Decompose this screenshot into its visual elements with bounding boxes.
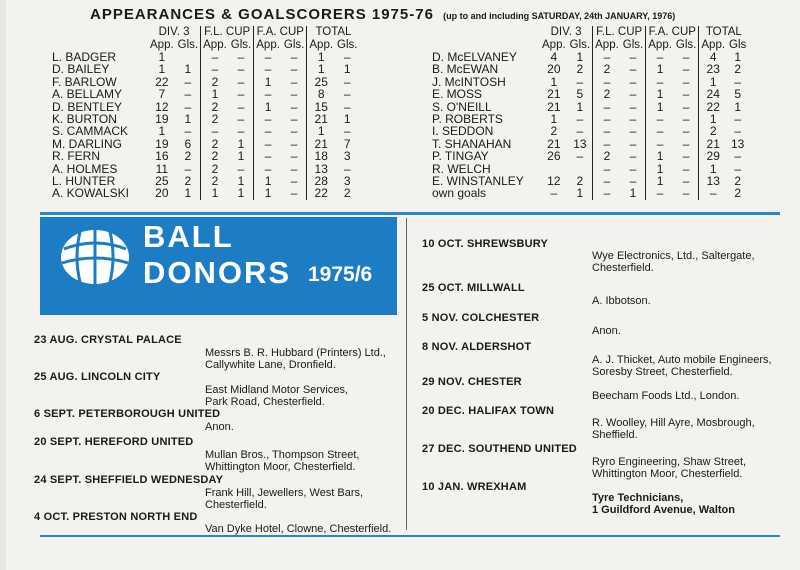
stat-t-app: 25 xyxy=(307,76,335,88)
stats-table-left xyxy=(50,26,360,200)
player-name: R. FERN xyxy=(52,149,100,164)
section-rule-bottom xyxy=(40,535,780,537)
stat-t-app: 28 xyxy=(307,175,335,187)
donor-text: A. Ibbotson. xyxy=(592,295,651,307)
stat-fa-app: 1 xyxy=(646,150,674,162)
donor-text: Anon. xyxy=(592,325,621,337)
header-gls: Gls. xyxy=(230,38,252,51)
stat-d-app: 1 xyxy=(158,124,166,139)
stat-fl-gls: – xyxy=(237,74,245,89)
stat-d-gls: 5 xyxy=(576,87,584,102)
match-label: 27 DEC. SOUTHEND UNITED xyxy=(422,443,577,455)
stat-fa-app: – xyxy=(646,76,674,88)
stat-t-gls: 13 xyxy=(730,136,745,151)
stat-fl-gls: – xyxy=(629,161,637,176)
stat-fl-app: – xyxy=(593,113,621,125)
stat-fl-app: 2 xyxy=(201,138,229,150)
table-row xyxy=(50,187,360,199)
table-row xyxy=(50,125,360,137)
stat-t-app: 29 xyxy=(699,150,727,162)
header-div3: DIV. 3 xyxy=(550,26,582,38)
header-facup: F.A. CUP xyxy=(646,26,699,39)
stat-fl-app: 1 xyxy=(201,88,229,100)
stat-fa-app: 1 xyxy=(646,163,674,175)
stat-t-app: 24 xyxy=(699,88,727,100)
stat-t-app: 21 xyxy=(307,138,335,150)
header-app: App. xyxy=(307,39,335,52)
stat-d-app: 26 xyxy=(547,149,561,164)
stat-fl-app: 2 xyxy=(593,150,621,162)
stat-fl-gls: – xyxy=(237,99,245,114)
stat-d-gls: 6 xyxy=(184,136,192,151)
header-flcup: F.L. CUP xyxy=(593,26,646,39)
stat-fa-gls: – xyxy=(682,124,690,139)
header-app: App. xyxy=(150,38,174,51)
player-name: E. WINSTANLEY xyxy=(432,174,524,189)
stat-t-gls: – xyxy=(734,74,742,89)
stat-fa-gls: – xyxy=(682,62,690,77)
stat-fl-gls: – xyxy=(629,136,637,151)
banner-title-line1: BALL xyxy=(143,219,234,254)
stat-fl-gls: – xyxy=(237,50,245,64)
stat-fa-app: 1 xyxy=(646,101,674,113)
stat-d-gls: 1 xyxy=(184,62,192,77)
stat-d-gls: 1 xyxy=(184,112,192,127)
header-facup: F.A. CUP xyxy=(254,26,307,39)
table-row xyxy=(50,150,360,162)
stat-d-app: 1 xyxy=(550,112,558,127)
stat-t-app: 15 xyxy=(307,101,335,113)
stat-fa-app: 1 xyxy=(646,88,674,100)
header-total: TOTAL xyxy=(307,26,360,39)
player-name: E. MOSS xyxy=(432,87,483,102)
table-row xyxy=(430,187,748,199)
stat-d-gls: 1 xyxy=(576,99,584,114)
table-row xyxy=(430,88,748,100)
stat-t-gls: – xyxy=(343,87,351,102)
table-row xyxy=(430,125,748,137)
stat-fa-gls: – xyxy=(290,112,298,127)
stat-fl-gls: – xyxy=(629,74,637,89)
player-name: P. TINGAY xyxy=(432,149,489,164)
match-label: 10 OCT. SHREWSBURY xyxy=(422,238,549,250)
stat-fl-app: – xyxy=(593,163,621,175)
stat-d-app: 7 xyxy=(158,87,166,102)
donor-text: Ryro Engineering, Shaw Street, Whittington Moor, Chesterfield. xyxy=(592,456,747,480)
table-row xyxy=(430,150,748,162)
stat-t-app: 1 xyxy=(699,76,727,88)
stat-t-gls: 1 xyxy=(734,99,742,114)
stat-d-gls: 2 xyxy=(184,174,192,189)
header-gls: Gls. xyxy=(177,38,199,51)
stat-t-app: 21 xyxy=(699,138,727,150)
page-title xyxy=(90,6,675,23)
stat-d-app: 12 xyxy=(547,174,561,189)
stat-t-app: – xyxy=(699,187,727,199)
donor-text: Beecham Foods Ltd., London. xyxy=(592,390,740,402)
stat-t-app: 23 xyxy=(699,63,727,75)
stat-fl-app: 2 xyxy=(201,76,229,88)
stat-t-app: 18 xyxy=(307,150,335,162)
header-div3: DIV. 3 xyxy=(158,26,190,38)
stat-t-app: 2 xyxy=(699,125,727,137)
ball-donors-banner xyxy=(40,217,397,315)
stat-fl-app: – xyxy=(201,125,229,137)
header-gls: Gls. xyxy=(569,38,591,51)
column-divider xyxy=(406,218,407,530)
header-app: App. xyxy=(201,39,229,52)
stat-t-app: 1 xyxy=(307,51,335,63)
stat-d-gls: 2 xyxy=(184,149,192,164)
stat-d-app: – xyxy=(550,186,558,201)
stat-fl-app: 2 xyxy=(593,63,621,75)
stat-d-gls: – xyxy=(184,161,192,176)
stats-table-right xyxy=(430,26,748,200)
donor-text: Messrs B. R. Hubbard (Printers) Ltd., Callywhite Lane, Dronfield. xyxy=(205,347,386,371)
stat-fa-gls: – xyxy=(682,136,690,151)
title-note: (up to and including SATURDAY, 24th JANUARY, 1976) xyxy=(443,11,676,21)
stat-fl-gls: – xyxy=(237,124,245,139)
stat-d-app: 12 xyxy=(155,99,169,114)
player-name: K. BURTON xyxy=(52,112,117,127)
stat-fa-gls: – xyxy=(290,124,298,139)
stat-fl-app: 2 xyxy=(201,113,229,125)
stat-fa-gls: – xyxy=(290,87,298,102)
stat-fa-gls: – xyxy=(682,186,690,201)
player-name: M. DARLING xyxy=(52,136,123,151)
stat-t-gls: 2 xyxy=(734,186,742,201)
stat-fl-app: 2 xyxy=(201,150,229,162)
donor-text: A. J. Thicket, Auto mobile Engineers, Soresby Street, Chesterfield. xyxy=(592,354,772,378)
football-icon xyxy=(58,227,132,287)
stat-t-gls: 2 xyxy=(734,62,742,77)
stat-t-gls: – xyxy=(343,74,351,89)
donor-text: Tyre Technicians, 1 Guildford Avenue, Walton xyxy=(592,492,735,516)
header-app: App. xyxy=(593,39,621,52)
player-name: F. BARLOW xyxy=(52,74,117,89)
stat-fl-gls: 1 xyxy=(237,136,245,151)
stat-t-app: 21 xyxy=(307,113,335,125)
match-label: 20 SEPT. HEREFORD UNITED xyxy=(34,436,194,448)
stat-fa-app: 1 xyxy=(646,63,674,75)
stat-fa-gls: – xyxy=(290,161,298,176)
stat-d-gls: – xyxy=(184,124,192,139)
player-name: L. BADGER xyxy=(52,50,117,64)
stat-t-gls: 3 xyxy=(343,174,351,189)
match-label: 8 NOV. ALDERSHOT xyxy=(422,341,532,353)
stat-t-app: 8 xyxy=(307,88,335,100)
stat-t-gls: 2 xyxy=(343,186,351,201)
stat-fl-gls: – xyxy=(237,161,245,176)
stat-t-gls: – xyxy=(734,149,742,164)
stat-fa-app: – xyxy=(646,138,674,150)
stat-t-app: 1 xyxy=(699,163,727,175)
header-app: App. xyxy=(646,39,674,52)
stat-t-app: 22 xyxy=(307,187,335,199)
stat-fl-gls: 1 xyxy=(629,186,637,201)
player-name: B. McEWAN xyxy=(432,62,499,77)
stat-fl-app: – xyxy=(593,187,621,199)
player-name: P. ROBERTS xyxy=(432,112,503,127)
stat-t-gls: 1 xyxy=(343,62,351,77)
banner-title-line2: DONORS xyxy=(143,255,292,290)
stat-fa-app: – xyxy=(646,51,674,63)
stat-t-gls: – xyxy=(734,112,742,127)
player-name: own goals xyxy=(432,186,487,201)
stat-d-app: 22 xyxy=(155,74,169,89)
stat-t-gls: – xyxy=(343,99,351,114)
stat-fl-gls: 1 xyxy=(237,174,245,189)
match-label: 10 JAN. WREXHAM xyxy=(422,481,527,493)
stat-fl-gls: – xyxy=(629,99,637,114)
stat-fa-gls: – xyxy=(290,174,298,189)
stat-fa-app: – xyxy=(254,113,282,125)
stat-fl-app: – xyxy=(593,175,621,187)
player-name: L. HUNTER xyxy=(52,174,116,189)
stat-fl-gls: – xyxy=(629,87,637,102)
stat-fa-app: – xyxy=(254,63,282,75)
match-label: 24 SEPT. SHEFFIELD WEDNESDAY xyxy=(34,474,224,486)
header-gls: Gls. xyxy=(283,38,305,51)
donor-text: Wye Electronics, Ltd., Saltergate, Chesterfield. xyxy=(592,250,755,274)
stat-d-app: 25 xyxy=(155,174,169,189)
header-gls: Gls. xyxy=(622,38,644,51)
stat-d-app: 21 xyxy=(547,99,561,114)
stat-d-gls: – xyxy=(576,112,584,127)
stat-fa-app: 1 xyxy=(254,101,282,113)
stat-fa-gls: – xyxy=(290,136,298,151)
stat-d-app: 20 xyxy=(155,186,169,201)
stat-t-gls: 1 xyxy=(343,112,351,127)
player-name: A. HOLMES xyxy=(52,161,118,176)
stat-fl-gls: 1 xyxy=(237,149,245,164)
stat-t-gls: 1 xyxy=(734,50,742,64)
stat-fa-app: 1 xyxy=(254,175,282,187)
stat-fa-gls: – xyxy=(290,74,298,89)
header-app: App. xyxy=(254,39,282,52)
stat-d-gls: – xyxy=(576,149,584,164)
stat-fa-app: 1 xyxy=(254,187,282,199)
stat-fl-app: – xyxy=(593,101,621,113)
stat-fl-app: – xyxy=(593,138,621,150)
player-name: D. BAILEY xyxy=(52,62,110,77)
stat-d-app: 2 xyxy=(550,124,558,139)
stat-t-app: 1 xyxy=(307,125,335,137)
stat-t-gls: – xyxy=(343,124,351,139)
stat-d-app: 21 xyxy=(547,136,561,151)
stat-fa-app: – xyxy=(646,125,674,137)
stat-fa-gls: – xyxy=(290,62,298,77)
stat-fa-gls: – xyxy=(682,112,690,127)
stat-fl-app: 2 xyxy=(201,163,229,175)
player-name: I. SEDDON xyxy=(432,124,494,139)
donor-text: Frank Hill, Jewellers, West Bars, Chesterfield. xyxy=(205,487,364,511)
stat-fa-app: – xyxy=(254,138,282,150)
stat-fl-app: – xyxy=(593,76,621,88)
stat-fl-gls: – xyxy=(237,62,245,77)
stat-fa-app: – xyxy=(254,163,282,175)
stat-t-gls: – xyxy=(343,50,351,64)
match-label: 23 AUG. CRYSTAL PALACE xyxy=(34,334,182,346)
match-label: 6 SEPT. PETERBOROUGH UNITED xyxy=(34,408,221,420)
stat-fa-gls: – xyxy=(682,161,690,176)
stat-fa-gls: – xyxy=(682,149,690,164)
stat-fl-gls: – xyxy=(629,124,637,139)
donor-text: East Midland Motor Services, Park Road, Chesterfield. xyxy=(205,384,349,408)
stat-d-app: 20 xyxy=(547,62,561,77)
stat-t-app: 13 xyxy=(307,163,335,175)
stat-fl-gls: 1 xyxy=(237,186,245,201)
page-edge xyxy=(0,0,6,570)
stat-fa-app: – xyxy=(254,150,282,162)
stat-t-gls: 7 xyxy=(343,136,351,151)
stat-t-app: 1 xyxy=(307,63,335,75)
stat-fl-app: 2 xyxy=(593,88,621,100)
stat-fl-gls: – xyxy=(629,112,637,127)
stat-d-app: 1 xyxy=(158,62,166,77)
table-row xyxy=(430,63,748,75)
stat-fl-gls: – xyxy=(629,149,637,164)
stat-fl-gls: – xyxy=(629,62,637,77)
stat-t-gls: – xyxy=(734,124,742,139)
stat-d-gls: 1 xyxy=(576,50,584,64)
stat-fa-gls: – xyxy=(682,99,690,114)
player-name: A. BELLAMY xyxy=(52,87,123,102)
stat-fl-app: – xyxy=(593,51,621,63)
stat-d-gls: 13 xyxy=(573,136,587,151)
stat-fa-gls: – xyxy=(682,74,690,89)
player-name: R. WELCH xyxy=(432,161,491,176)
stat-fa-app: – xyxy=(646,187,674,199)
stat-t-gls: – xyxy=(343,161,351,176)
donor-text: Van Dyke Hotel, Clowne, Chesterfield. xyxy=(205,523,392,535)
stat-d-app: 19 xyxy=(155,136,169,151)
player-name: D. McELVANEY xyxy=(432,50,517,64)
stat-d-gls: 2 xyxy=(576,62,584,77)
stat-fa-app: – xyxy=(254,51,282,63)
player-name: T. SHANAHAN xyxy=(432,136,512,151)
stat-fa-app: – xyxy=(254,88,282,100)
stat-t-gls: 2 xyxy=(734,174,742,189)
stat-fa-app: 1 xyxy=(254,76,282,88)
title-main: APPEARANCES & GOALSCORERS 1975-76 xyxy=(90,6,434,23)
match-label: 4 OCT. PRESTON NORTH END xyxy=(34,511,198,523)
header-app: App. xyxy=(542,38,566,51)
header-gls: Gls xyxy=(729,38,747,51)
stat-fl-app: 2 xyxy=(201,175,229,187)
stat-fa-gls: – xyxy=(682,87,690,102)
match-label: 25 OCT. MILLWALL xyxy=(422,282,525,294)
header-total: TOTAL xyxy=(699,26,748,39)
stat-d-app: 21 xyxy=(547,87,561,102)
stat-fa-app: – xyxy=(646,113,674,125)
stat-t-gls: 3 xyxy=(343,149,351,164)
stat-d-app: 1 xyxy=(550,74,558,89)
stat-fl-app: 2 xyxy=(201,101,229,113)
section-rule-top xyxy=(40,212,780,215)
table-row xyxy=(50,63,360,75)
stat-d-gls: 2 xyxy=(576,174,584,189)
stat-fa-gls: – xyxy=(290,149,298,164)
stat-fa-gls: – xyxy=(682,50,690,64)
header-gls: Gls. xyxy=(337,38,358,51)
donor-text: Anon. xyxy=(205,421,234,433)
stat-t-app: 22 xyxy=(699,101,727,113)
stat-fa-gls: – xyxy=(682,174,690,189)
banner-year: 1975/6 xyxy=(308,263,373,286)
stat-t-app: 4 xyxy=(699,51,727,63)
stat-fa-gls: – xyxy=(290,99,298,114)
donor-text: Mullan Bros., Thompson Street, Whittington Moor, Chesterfield. xyxy=(205,449,360,473)
stat-d-gls: 1 xyxy=(576,186,584,201)
stat-t-gls: 5 xyxy=(734,87,742,102)
header-app: App. xyxy=(699,39,727,52)
stat-d-gls: – xyxy=(184,87,192,102)
stat-fa-gls: – xyxy=(290,50,298,64)
header-gls: Gls. xyxy=(675,38,697,51)
stat-fl-gls: – xyxy=(237,87,245,102)
player-name: S. CAMMACK xyxy=(52,124,129,139)
player-name: A. KOWALSKI xyxy=(52,186,129,201)
stat-d-gls: – xyxy=(184,74,192,89)
stat-fl-app: – xyxy=(201,51,229,63)
donor-text: R. Woolley, Hill Ayre, Mosbrough, Sheffield. xyxy=(592,417,755,441)
table-row xyxy=(50,88,360,100)
player-name: J. McINTOSH xyxy=(432,74,506,89)
stat-fl-gls: – xyxy=(629,50,637,64)
stat-t-app: 1 xyxy=(699,113,727,125)
stat-fa-app: 1 xyxy=(646,175,674,187)
stat-fl-app: – xyxy=(201,63,229,75)
stat-t-gls: – xyxy=(734,161,742,176)
stat-d-app: 4 xyxy=(550,50,558,64)
player-name: S. O'NEILL xyxy=(432,99,492,114)
match-label: 25 AUG. LINCOLN CITY xyxy=(34,371,161,383)
stat-fl-gls: – xyxy=(237,112,245,127)
stat-d-app: 19 xyxy=(155,112,169,127)
stat-d-gls: – xyxy=(184,99,192,114)
stat-d-gls: – xyxy=(576,124,584,139)
stat-d-app: 16 xyxy=(155,149,169,164)
stat-fl-app: – xyxy=(593,125,621,137)
header-flcup: F.L. CUP xyxy=(201,26,254,39)
match-label: 5 NOV. COLCHESTER xyxy=(422,312,540,324)
match-label: 29 NOV. CHESTER xyxy=(422,376,522,388)
stat-fa-gls: – xyxy=(290,186,298,201)
stat-d-gls: – xyxy=(576,74,584,89)
player-name: D. BENTLEY xyxy=(52,99,123,114)
stat-d-app: 11 xyxy=(155,161,169,176)
stat-t-app: 13 xyxy=(699,175,727,187)
stat-fl-gls: – xyxy=(629,174,637,189)
stat-fl-app: 1 xyxy=(201,187,229,199)
stat-d-app: 1 xyxy=(158,50,166,64)
match-label: 20 DEC. HALIFAX TOWN xyxy=(422,405,555,417)
stat-fa-app: – xyxy=(254,125,282,137)
stat-d-gls: 1 xyxy=(184,186,192,201)
